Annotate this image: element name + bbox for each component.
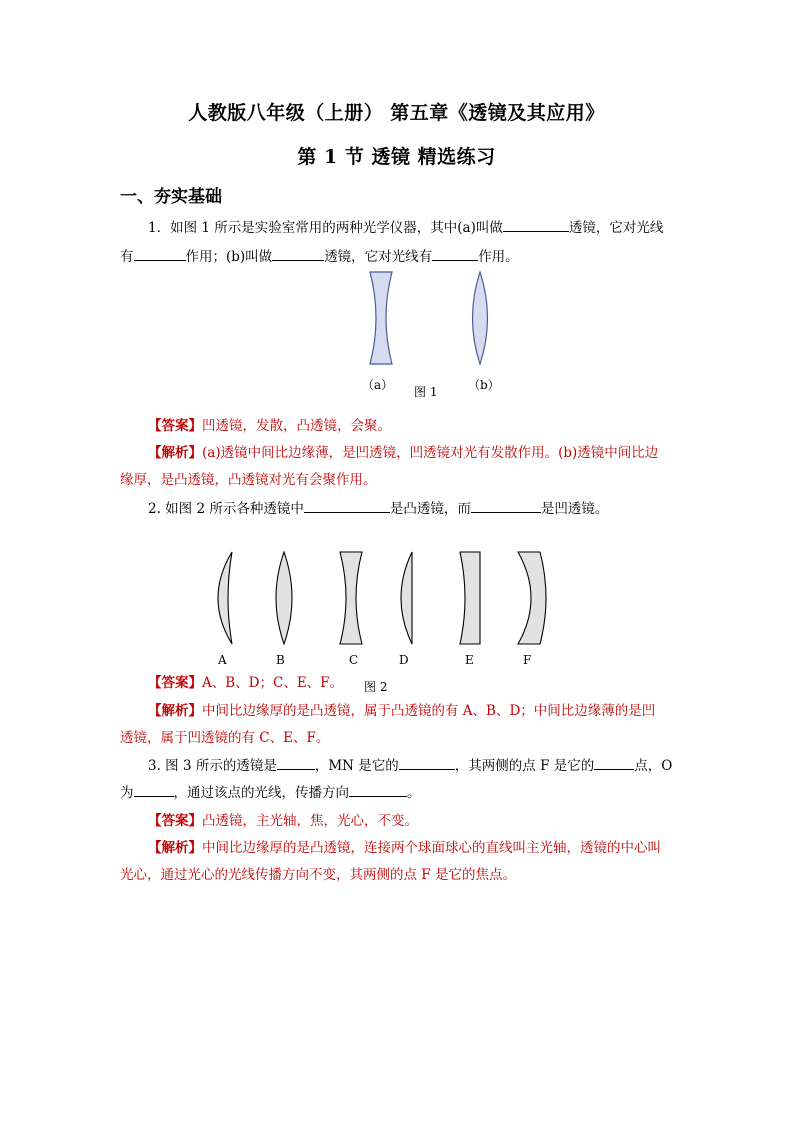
q1-answer: 【答案】凹透镜，发散，凸透镜，会聚。 bbox=[148, 418, 391, 434]
q3-line-2: 为 ，通过该点的光线，传播方向 。 bbox=[120, 785, 421, 801]
lens-a bbox=[218, 552, 232, 644]
section-heading: 一、夯实基础 bbox=[120, 187, 222, 207]
lens-b bbox=[276, 552, 292, 644]
q3-answer: 【答案】凸透镜，主光轴，焦，光心，不变。 bbox=[148, 813, 418, 829]
answer-blank bbox=[134, 248, 186, 261]
q1-line-1: 1．如图 1 所示是实验室常用的两种光学仪器，其中(a)叫做 透镜，它对光线 bbox=[148, 220, 664, 236]
document-subtitle: 第 1 节 透镜 精选练习 bbox=[297, 146, 496, 168]
q2-line-1: 2. 如图 2 所示各种透镜中 是凸透镜，而 是凹透镜。 bbox=[148, 501, 609, 517]
answer-blank bbox=[349, 784, 407, 797]
q1-line-2: 有 作用；(b)叫做 透镜，它对光线有 作用。 bbox=[120, 249, 519, 265]
document-title: 人教版八年级（上册） 第五章《透镜及其应用》 bbox=[188, 102, 605, 124]
concave-lens-a bbox=[370, 272, 392, 364]
answer-blank bbox=[272, 248, 324, 261]
figure-1-caption: 图 1 bbox=[414, 385, 438, 399]
q2-answer: 【答案】A、B、D；C、E、F。 bbox=[148, 675, 344, 691]
q1-analysis-line-1: 【解析】(a)透镜中间比边缘薄，是凹透镜，凹透镜对光有发散作用。(b)透镜中间比边 bbox=[148, 445, 659, 461]
answer-blank bbox=[432, 248, 478, 261]
q1-analysis-line-2: 缘厚，是凸透镜，凸透镜对光有会聚作用。 bbox=[120, 472, 377, 488]
lens-label-c: C bbox=[349, 653, 359, 667]
q2-analysis-line-1: 【解析】中间比边缘厚的是凸透镜，属于凸透镜的有 A、B、D；中间比边缘薄的是凹 bbox=[148, 703, 656, 719]
q3-analysis-line-1: 【解析】中间比边缘厚的是凸透镜，连接两个球面球心的直线叫主光轴，透镜的中心叫 bbox=[148, 840, 661, 856]
lens-label-f: F bbox=[523, 653, 532, 667]
figure-1-label-a: （a） bbox=[362, 378, 394, 392]
lens-label-e: E bbox=[465, 653, 474, 667]
figure-1 bbox=[340, 268, 540, 403]
q3-analysis-line-2: 光心，通过光心的光线传播方向不变，其两侧的点 F 是它的焦点。 bbox=[120, 867, 516, 883]
lens-label-b: B bbox=[276, 653, 285, 667]
lens-f bbox=[518, 552, 546, 644]
answer-blank bbox=[503, 219, 569, 232]
q2-analysis-line-2: 透镜，属于凹透镜的有 C、E、F。 bbox=[120, 730, 330, 746]
figure-1-label-b: （b） bbox=[468, 378, 500, 392]
answer-blank bbox=[277, 757, 315, 770]
q3-line-1: 3. 图 3 所示的透镜是 ，MN 是它的 ，其两侧的点 F 是它的 点，O bbox=[148, 758, 673, 774]
lens-label-a: A bbox=[218, 653, 227, 667]
lens-d bbox=[401, 552, 412, 644]
convex-lens-b bbox=[473, 272, 488, 364]
answer-blank bbox=[304, 500, 390, 513]
answer-blank bbox=[594, 757, 634, 770]
lens-c bbox=[340, 552, 362, 644]
lens-e bbox=[460, 552, 480, 644]
lens-label-d: D bbox=[399, 653, 409, 667]
figure-2-caption: 图 2 bbox=[364, 680, 388, 694]
answer-blank bbox=[471, 500, 541, 513]
answer-blank bbox=[399, 757, 455, 770]
answer-blank bbox=[134, 784, 174, 797]
